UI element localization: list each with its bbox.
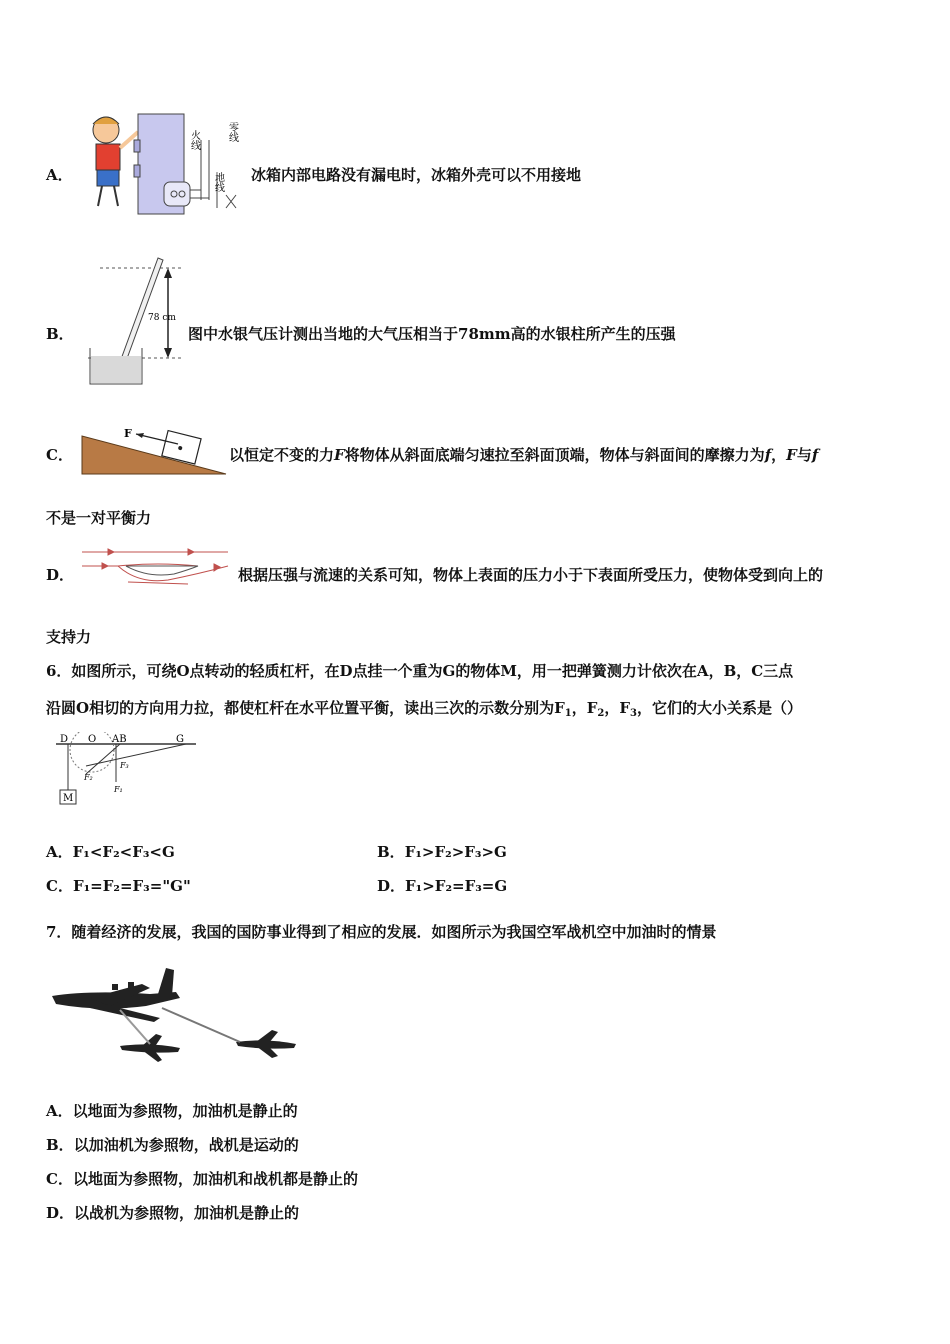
point-d-label: D xyxy=(60,734,69,745)
q7-option-a: A．以地面为参照物，加油机是静止的 xyxy=(46,1102,298,1120)
force-label: F xyxy=(124,427,132,440)
fridge-grounding-figure xyxy=(76,110,246,220)
q7-option-b: B．以加油机为参照物，战机是运动的 xyxy=(46,1136,299,1154)
barometer-figure xyxy=(80,256,188,386)
q6-stem-line2: 沿圆O相切的方向用力拉，都使杠杆在水平位置平衡，读出三次的示数分别为$F_1$，$F_2$，$F_3$，它们的大小关系是（） xyxy=(46,699,802,719)
f3-label: F₃ xyxy=(120,761,129,770)
height-label: 78 cm xyxy=(148,313,176,323)
q6-option-b: B．F₁>F₂>F₃>G xyxy=(377,843,507,861)
q6-option-d: D．F₁>F₂=F₃=G xyxy=(377,877,508,895)
q6-stem-line1: 6．如图所示，可绕O点转动的轻质杠杆，在D点挂一个重为G的物体M，用一把弹簧测力计依次在A，B，C三点 xyxy=(46,662,794,680)
option-c-text-line2: 不是一对平衡力 xyxy=(46,509,152,527)
option-d-text-line2: 支持力 xyxy=(46,628,92,646)
neutral-wire-label: 零线 xyxy=(226,122,238,142)
mass-label: M xyxy=(63,793,74,804)
q6-option-a: A．F₁<F₂<F₃<G xyxy=(46,843,175,861)
f1-label: F₁ xyxy=(114,785,123,794)
option-d-letter: D． xyxy=(46,566,75,584)
option-a-text: 冰箱内部电路没有漏电时，冰箱外壳可以不用接地 xyxy=(251,166,582,184)
q7-option-c: C．以地面为参照物，加油机和战机都是静止的 xyxy=(46,1170,358,1188)
q7-stem: 7．随着经济的发展，我国的国防事业得到了相应的发展．如图所示为我国空军战机空中加油时的情景 xyxy=(46,923,717,941)
refueling-aircraft-figure xyxy=(50,962,302,1068)
lever-figure xyxy=(46,732,198,810)
point-g-label: G xyxy=(176,734,184,745)
ground-wire-label: 地线 xyxy=(212,172,224,192)
option-c-letter: C． xyxy=(46,446,73,464)
option-b-letter: B． xyxy=(46,325,74,343)
airflow-figure xyxy=(78,544,234,590)
incline-figure xyxy=(80,424,228,476)
q7-option-d: D．以战机为参照物，加油机是静止的 xyxy=(46,1204,300,1222)
option-a-letter: A． xyxy=(46,166,73,184)
point-o-label: O xyxy=(88,734,97,745)
q6-option-c: C．F₁=F₂=F₃="G" xyxy=(46,877,191,895)
points-ab-label: AB xyxy=(112,734,127,745)
option-c-text-line1: 以恒定不变的力F将物体从斜面底端匀速拉至斜面顶端，物体与斜面间的摩擦力为f，F与f xyxy=(229,446,819,464)
f2-label: F₂ xyxy=(84,773,93,782)
option-b-text: 图中水银气压计测出当地的大气压相当于78mm高的水银柱所产生的压强 xyxy=(188,325,676,343)
live-wire-label: 火线 xyxy=(188,130,200,150)
option-d-text-line1: 根据压强与流速的关系可知，物体上表面的压力小于下表面所受压力，使物体受到向上的 xyxy=(238,566,824,584)
